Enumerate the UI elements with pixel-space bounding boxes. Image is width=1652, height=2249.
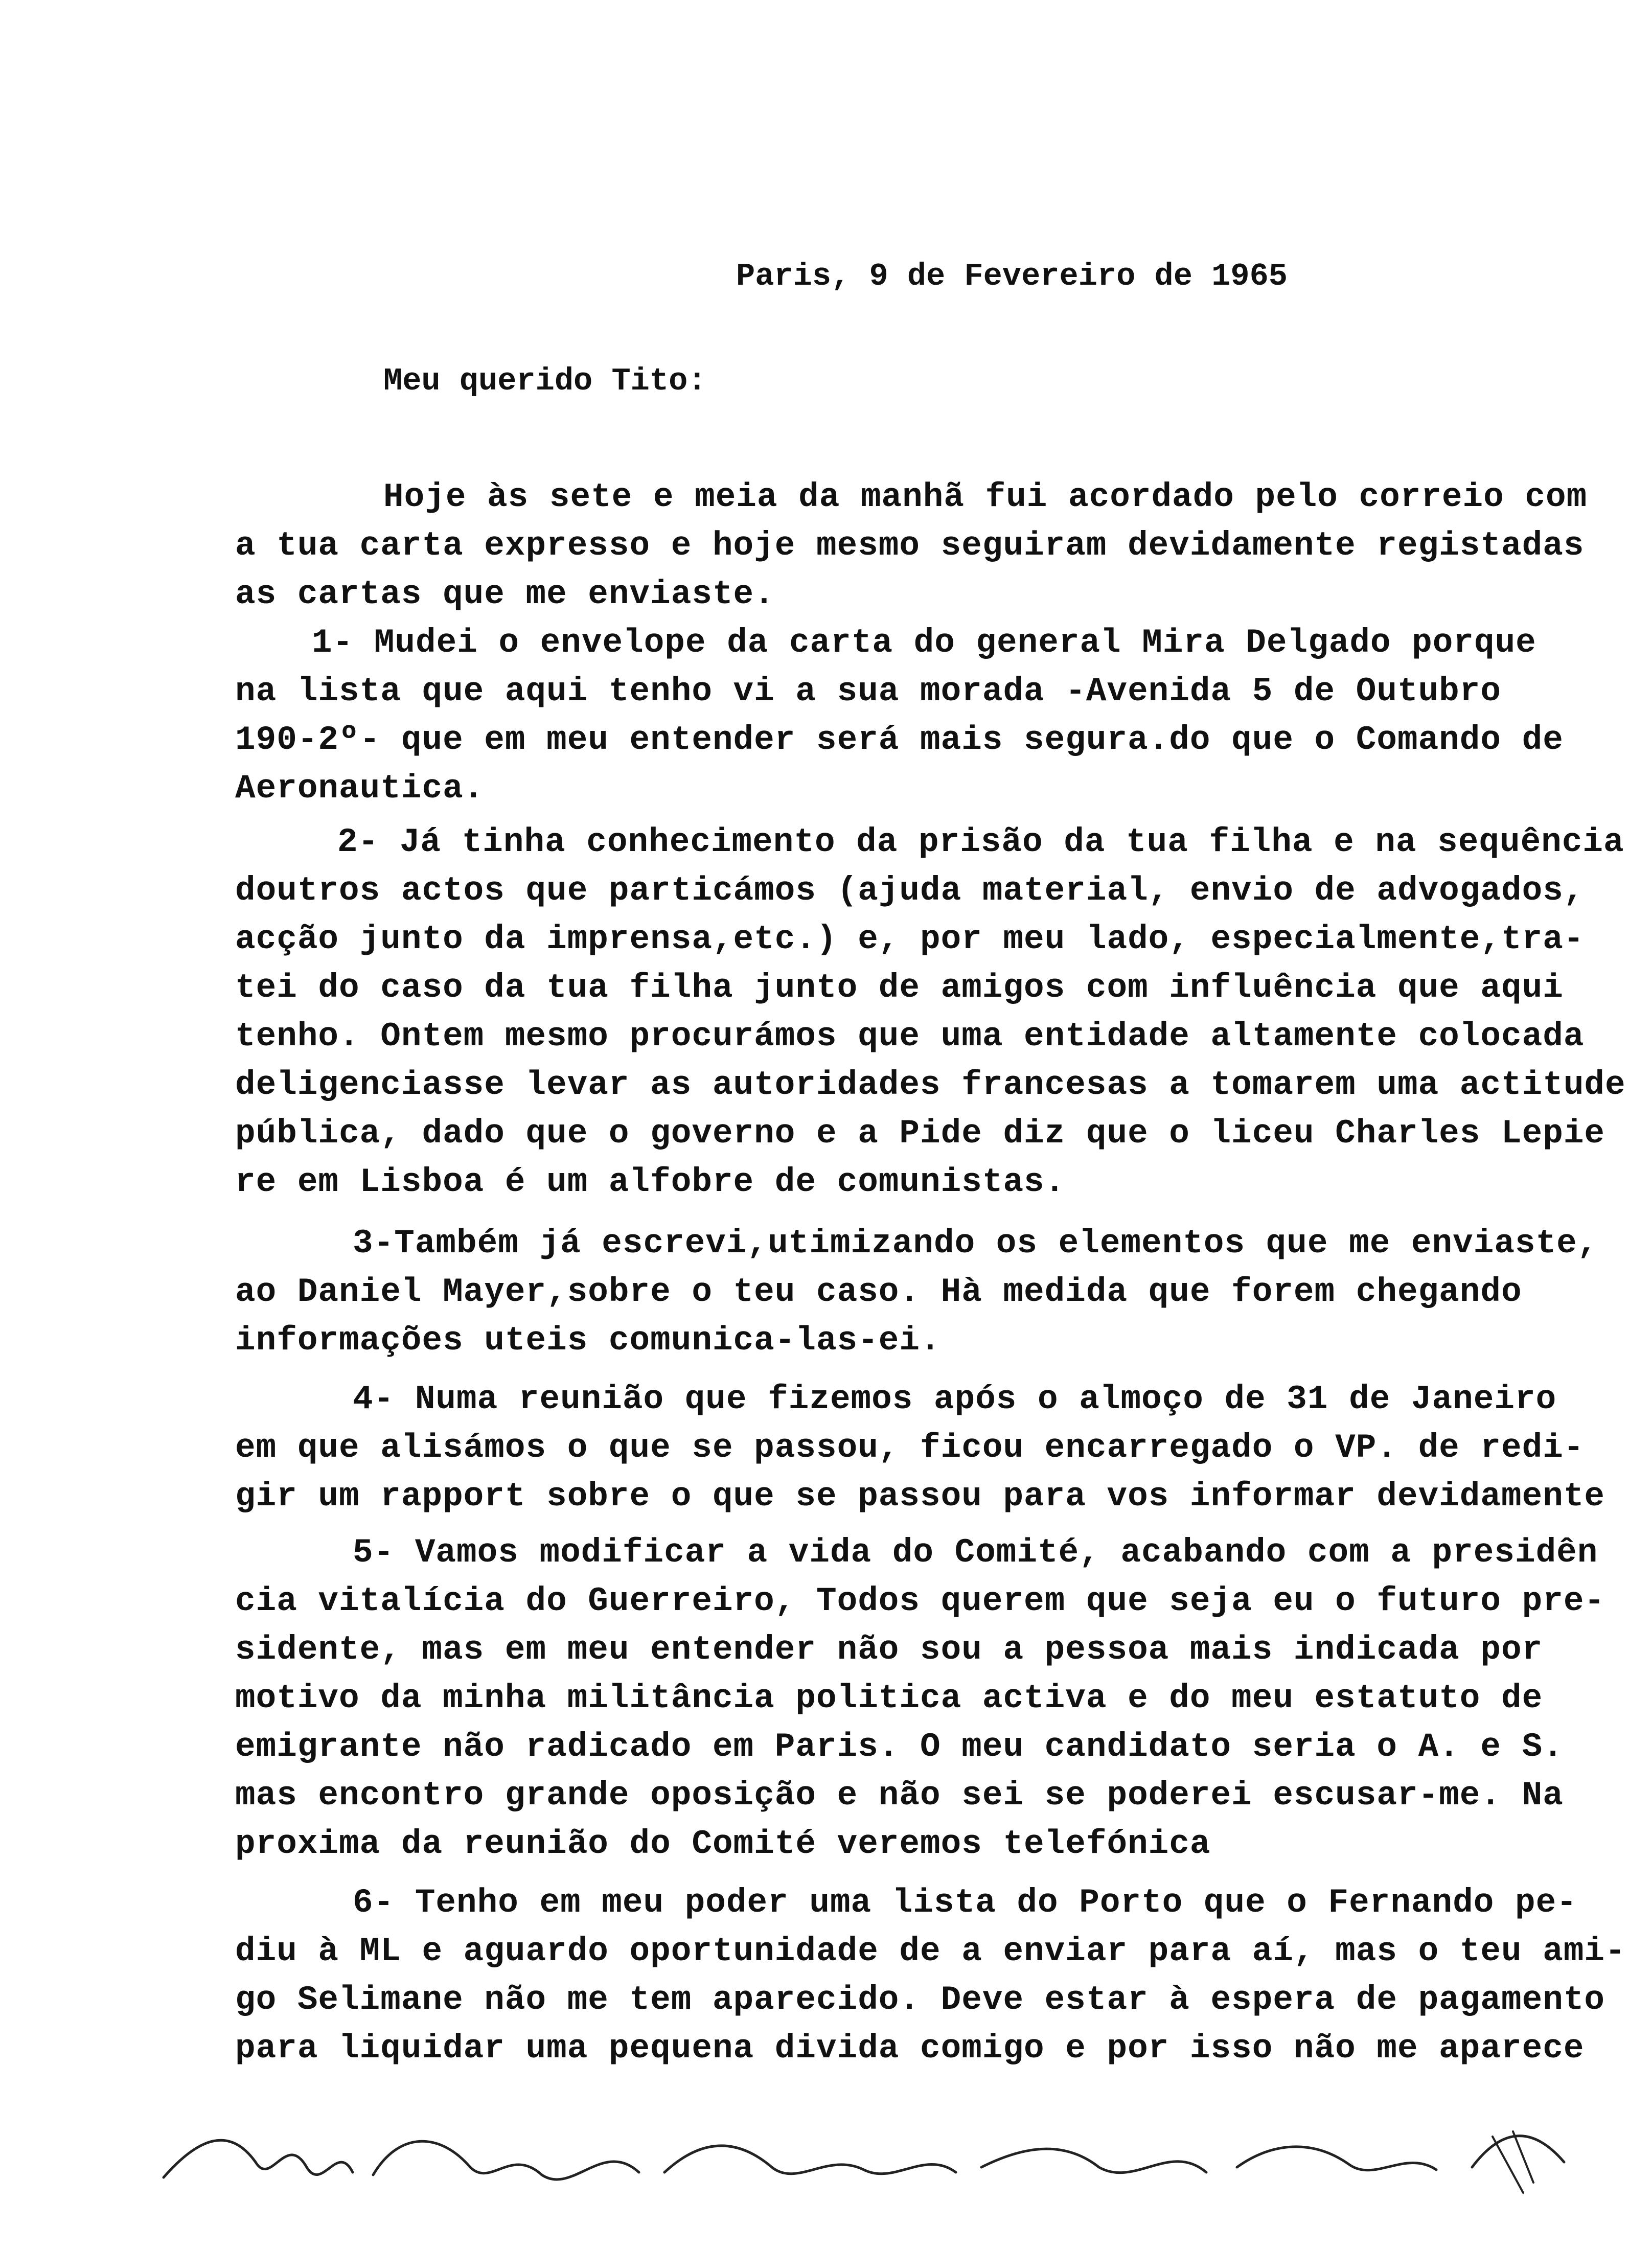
letter-line: go Selimane não me tem aparecido. Deve estar à espera de pagamento bbox=[235, 1981, 1605, 2019]
letter-line: pública, dado que o governo e a Pide diz que o liceu Charles Lepie bbox=[235, 1114, 1605, 1153]
letter-line: 5- Vamos modificar a vida do Comité, acabando com a presidên bbox=[353, 1533, 1598, 1572]
letter-line: motivo da minha militância politica activa e do meu estatuto de bbox=[235, 1679, 1543, 1717]
letter-line: doutros actos que particámos (ajuda material, envio de advogados, bbox=[235, 871, 1585, 910]
letter-date: Paris, 9 de Fevereiro de 1965 bbox=[736, 258, 1288, 294]
letter-line: re em Lisboa é um alfobre de comunistas. bbox=[235, 1163, 1066, 1201]
letter-line: sidente, mas em meu entender não sou a pessoa mais indicada por bbox=[235, 1631, 1543, 1669]
letter-line: 1- Mudei o envelope da carta do general Mira Delgado porque bbox=[312, 624, 1536, 662]
letter-line: 4- Numa reunião que fizemos após o almoço de 31 de Janeiro bbox=[353, 1380, 1557, 1418]
letter-line: as cartas que me enviaste. bbox=[235, 575, 775, 613]
letter-line: 3-Também já escrevi,utimizando os elementos que me enviaste, bbox=[353, 1224, 1598, 1263]
letter-salutation: Meu querido Tito: bbox=[383, 363, 707, 399]
letter-line: diu à ML e aguardo oportunidade de a enviar para aí, mas o teu ami- bbox=[235, 1932, 1626, 1970]
letter-line: acção junto da imprensa,etc.) e, por meu lado, especialmente,tra- bbox=[235, 920, 1585, 958]
letter-line: gir um rapport sobre o que se passou para vos informar devidamente bbox=[235, 1477, 1605, 1516]
letter-line: Hoje às sete e meia da manhã fui acordado pelo correio com bbox=[383, 478, 1588, 516]
letter-line: emigrante não radicado em Paris. O meu candidato seria o A. e S. bbox=[235, 1728, 1564, 1766]
letter-line: 2- Já tinha conhecimento da prisão da tua filha e na sequência bbox=[337, 823, 1624, 861]
letter-line: Aeronautica. bbox=[235, 769, 485, 808]
letter-line: para liquidar uma pequena divida comigo e por isso não me aparece bbox=[235, 2029, 1585, 2068]
letter-line: cia vitalícia do Guerreiro, Todos querem que seja eu o futuro pre- bbox=[235, 1582, 1605, 1620]
letter-line: tei do caso da tua filha junto de amigos com influência que aqui bbox=[235, 969, 1564, 1007]
handwritten-signature bbox=[153, 2091, 1610, 2213]
letter-line: tenho. Ontem mesmo procurámos que uma entidade altamente colocada bbox=[235, 1017, 1585, 1055]
letter-line: 6- Tenho em meu poder uma lista do Porto que o Fernando pe- bbox=[353, 1884, 1577, 1922]
letter-line: informações uteis comunica-las-ei. bbox=[235, 1321, 941, 1360]
letter-line: na lista que aqui tenho vi a sua morada -Avenida 5 de Outubro bbox=[235, 672, 1501, 710]
letter-line: mas encontro grande oposição e não sei se poderei escusar-me. Na bbox=[235, 1776, 1564, 1815]
letter-line: deligenciasse levar as autoridades francesas a tomarem uma actitude bbox=[235, 1066, 1626, 1104]
letter-line: 190-2º- que em meu entender será mais segura.do que o Comando de bbox=[235, 721, 1564, 759]
letter-line: a tua carta expresso e hoje mesmo seguiram devidamente registadas bbox=[235, 526, 1585, 565]
letter-line: em que alisámos o que se passou, ficou encarregado o VP. de redi- bbox=[235, 1429, 1585, 1467]
letter-line: ao Daniel Mayer,sobre o teu caso. Hà medida que forem chegando bbox=[235, 1273, 1522, 1311]
letter-line: proxima da reunião do Comité veremos telefónica bbox=[235, 1825, 1211, 1863]
